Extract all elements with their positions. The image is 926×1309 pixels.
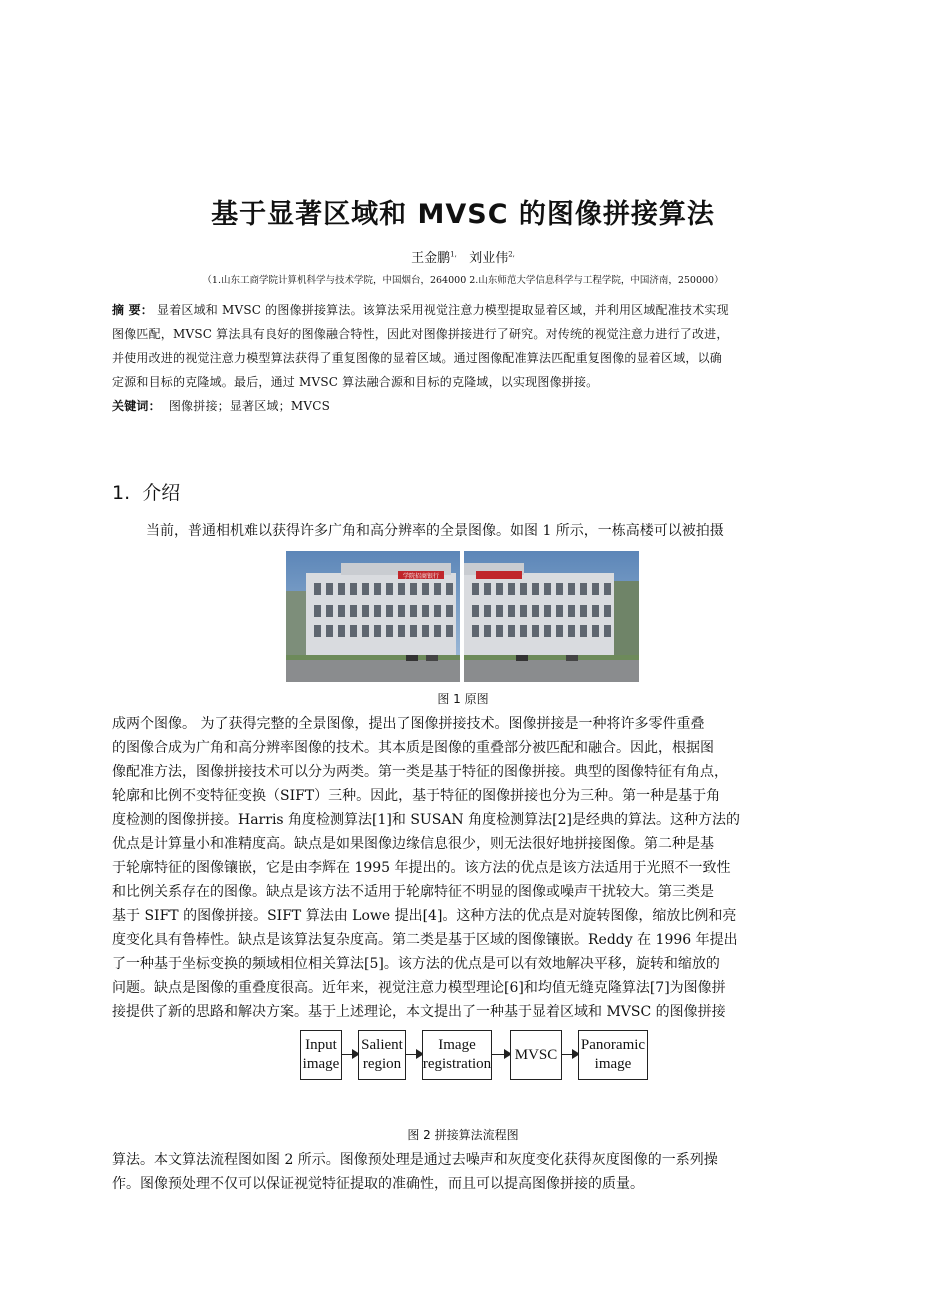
flow-box-label: MVSC (514, 1046, 558, 1063)
flow-box-label: registration (422, 1056, 492, 1072)
paragraph-line: 于轮廓特征的图像镶嵌，它是由李辉在 1995 年提出的。该方法的优点是该方法适用于光照不一致性 (112, 860, 731, 876)
flow-box-label: region (362, 1056, 402, 1072)
paragraph-line: 当前，普通相机难以获得许多广角和高分辨率的全景图像。如图 1 所示，一栋高楼可以被拍摄 (146, 523, 724, 539)
abstract-line: 定源和目标的克隆域。最后，通过 MVSC 算法融合源和目标的克隆域，以实现图像拼接。 (112, 375, 599, 389)
photo-split-gap (460, 551, 464, 682)
section-title: 介绍 (142, 482, 181, 504)
flow-arrow (406, 1054, 422, 1055)
paragraph-line: 成两个图像。 为了获得完整的全景图像，提出了图像拼接技术。图像拼接是一种将许多零件重叠 (112, 716, 705, 732)
paragraph-line: 的图像合成为广角和高分辨率图像的技术。其本质是图像的重叠部分被匹配和融合。因此，根据图 (112, 740, 714, 756)
paragraph-line: 算法。本文算法流程图如图 2 所示。图像预处理是通过去噪声和灰度变化获得灰度图像的一系列操 (112, 1152, 718, 1168)
flow-arrow (562, 1054, 578, 1055)
abstract-line (112, 301, 817, 318)
photo-right-half (464, 551, 639, 682)
affiliation: （1.山东工商学院计算机科学与技术学院，中国烟台，264000 2.山东师范大学信息科学与工程学院，中国济南，250000） (202, 275, 724, 286)
flow-arrow (492, 1054, 510, 1055)
section-number: 1. (112, 482, 131, 504)
section-heading (112, 478, 180, 505)
author-affil-mark: 2, (508, 250, 515, 259)
author-line (0, 247, 926, 266)
flow-box-image-registration (422, 1030, 492, 1080)
paragraph-line: 了一种基于坐标变换的频域相位相关算法[5]。该方法的优点是可以有效地解决平移，旋转和缩放的 (112, 956, 720, 972)
photo-left-half (286, 551, 460, 682)
paragraph-line: 轮廓和比例不变特征变换（SIFT）三种。因此，基于特征的图像拼接也分为三种。第一种是基于角 (112, 788, 721, 804)
paragraph-line: 度检测的图像拼接。Harris 角度检测算法[1]和 SUSAN 角度检测算法[2]是经典的算法。这种方法的 (112, 812, 740, 828)
figure2-caption: 图 2 拼接算法流程图 (407, 1128, 519, 1142)
flow-box-salient-region (358, 1030, 406, 1080)
abstract-line: 并使用改进的视觉注意力模型算法获得了重复图像的显着区域。通过图像配准算法匹配重复图像的显着区域，以确 (112, 351, 723, 365)
keywords-line (112, 397, 817, 414)
paragraph-line: 问题。缺点是图像的重叠度很高。近年来，视觉注意力模型理论[6]和均值无缝克隆算法[7]为图像拼 (112, 980, 726, 996)
abstract-line: 图像匹配，MVSC 算法具有良好的图像融合特性，因此对图像拼接进行了研究。对传统的视觉注意力进行了改进， (112, 327, 729, 341)
paragraph-line: 基于 SIFT 的图像拼接。SIFT 算法由 Lowe 提出[4]。这种方法的优点是对旋转图像，缩放比例和亮 (112, 908, 737, 924)
flow-box-label: Salient (361, 1037, 403, 1053)
banner-text: 学院招商银行 (402, 573, 440, 580)
author-name: 刘业伟 (469, 251, 509, 266)
paragraph-line: 优点是计算量小和准精度高。缺点是如果图像边缘信息很少，则无法很好地拼接图像。第二种是基 (112, 836, 714, 852)
flow-box-label: image (302, 1056, 340, 1072)
author-affil-mark: 1, (450, 250, 457, 259)
flow-box-label: Image (438, 1037, 476, 1053)
flow-box-mvsc (510, 1030, 562, 1080)
paragraph-line: 度变化具有鲁棒性。缺点是该算法复杂度高。第二类是基于区域的图像镶嵌。Reddy 在 1996 年提出 (112, 932, 738, 948)
abstract-text: 显着区域和 MVSC 的图像拼接算法。该算法采用视觉注意力模型提取显着区域，并利用区域配准技术实现 (157, 303, 729, 317)
figure1-photo (286, 551, 639, 682)
paragraph-line: 和比例关系存在的图像。缺点是该方法不适用于轮廓特征不明显的图像或噪声干扰较大。第三类是 (112, 884, 714, 900)
paper-title: 基于显著区域和 MVSC 的图像拼接算法 (211, 199, 715, 230)
flow-box-panoramic-image (578, 1030, 648, 1080)
author-name: 王金鹏 (411, 251, 451, 266)
paragraph-line: 作。图像预处理不仅可以保证视觉特征提取的准确性，而且可以提高图像拼接的质量。 (112, 1176, 644, 1192)
keywords-label: 关键词： (112, 399, 161, 413)
flow-box-label: Input (305, 1037, 337, 1053)
flow-arrow (342, 1054, 358, 1055)
paragraph-line: 接提供了新的思路和解决方案。基于上述理论，本文提出了一种基于显着区域和 MVSC 的图像拼接 (112, 1004, 726, 1020)
flow-box-input-image (300, 1030, 342, 1080)
flow-box-label: image (594, 1056, 632, 1072)
keywords-text: 图像拼接；显著区域；MVCS (168, 399, 331, 413)
abstract-label: 摘 要： (112, 303, 153, 317)
paragraph-line: 像配准方法，图像拼接技术可以分为两类。第一类是基于特征的图像拼接。典型的图像特征有角点， (112, 764, 728, 780)
figure1-caption: 图 1 原图 (437, 692, 489, 706)
flow-box-label: Panoramic (580, 1037, 646, 1053)
